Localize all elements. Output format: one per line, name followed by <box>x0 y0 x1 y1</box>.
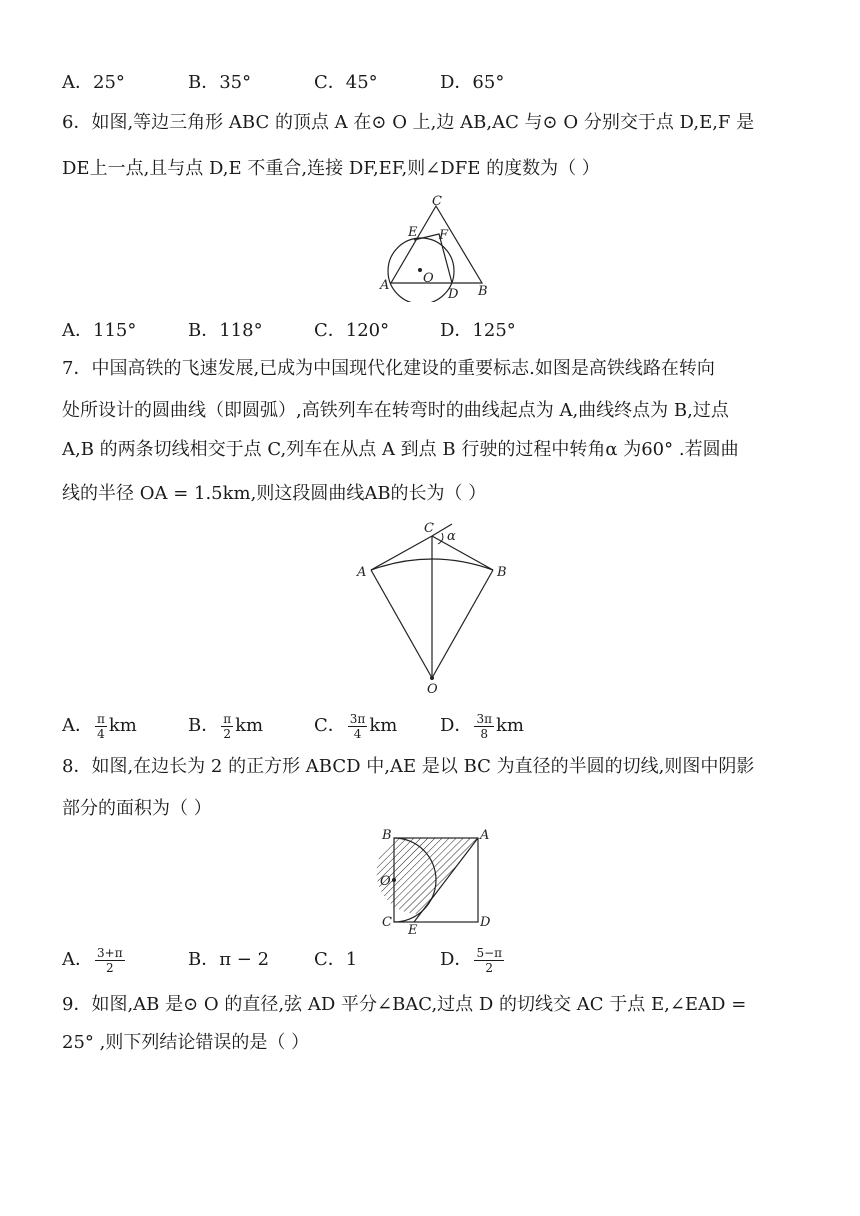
q8-option-d: D． $\frac{5-\pi}{2}$ <box>440 945 503 975</box>
q6-figure <box>372 192 512 302</box>
q9-stem-line2: 25° ,则下列结论错误的是（ ） <box>62 1032 310 1053</box>
q6-option-d: D．125° <box>440 320 516 341</box>
q8-label-c: C <box>382 915 392 930</box>
q8-label-e: E <box>408 923 418 936</box>
q8-option-b: B．π − 2 <box>188 949 270 970</box>
q8-label-d: D <box>480 915 491 930</box>
q7-label-c: C <box>424 521 434 536</box>
q7-stem-line2: 处所设计的圆曲线（即圆弧）,高铁列车在转弯时的曲线起点为 A,曲线终点为 B,过点 <box>62 400 729 421</box>
q6-triangle <box>391 206 482 283</box>
q6-label-a: A <box>380 278 390 293</box>
q6-option-c: C．120° <box>314 320 390 341</box>
q6-label-o: O <box>423 271 434 286</box>
q5-option-c: C．45° <box>314 72 378 93</box>
q7-option-c: C． $\frac{3\pi}{4}$ km <box>314 711 398 741</box>
q7-stem-line1: 7．中国高铁的飞速发展,已成为中国现代化建设的重要标志.如图是高铁线路在转向 <box>62 358 715 379</box>
q6-label-c: C <box>432 194 442 209</box>
q7-figure <box>352 518 522 698</box>
q7-center-dot <box>430 676 434 680</box>
q7-tangent-ac <box>371 536 432 570</box>
q6-label-e: E <box>408 225 418 240</box>
q6-label-d: D <box>448 287 459 302</box>
q8-label-a: A <box>480 828 490 843</box>
q8-center-dot <box>392 878 396 882</box>
q8-label-b: B <box>382 828 392 843</box>
q8-shaded-region <box>377 838 478 914</box>
q6-stem-line2: DE上一点,且与点 D,E 不重合,连接 DF,EF,则∠DFE 的度数为（ ） <box>62 158 600 179</box>
q6-label-f: F <box>439 228 449 243</box>
q8-figure <box>376 826 506 936</box>
q7-stem-line3: A,B 的两条切线相交于点 C,列车在从点 A 到点 B 行驶的过程中转角α 为60° .若圆曲 <box>62 439 739 460</box>
q5-option-a: A．25° <box>62 72 125 93</box>
q7-stem-line4: 线的半径 OA = 1.5km,则这段圆曲线AB的长为（ ） <box>62 483 487 504</box>
q8-option-a: A． $\frac{3+\pi}{2}$ <box>62 945 123 975</box>
q7-label-a: A <box>357 565 367 580</box>
q7-option-b: B． $\frac{\pi}{2}$ km <box>188 711 264 741</box>
q7-label-o: O <box>427 682 438 697</box>
q7-radius-oa <box>371 570 432 678</box>
q5-option-b: B．35° <box>188 72 252 93</box>
q8-label-o: O <box>380 874 391 889</box>
q8-stem-line1: 8．如图,在边长为 2 的正方形 ABCD 中,AE 是以 BC 为直径的半圆的切线,则图中阴影 <box>62 756 755 777</box>
q6-option-b: B．118° <box>188 320 263 341</box>
q7-option-d: D． $\frac{3\pi}{8}$ km <box>440 711 524 741</box>
q9-stem-line1: 9．如图,AB 是⊙ O 的直径,弦 AD 平分∠BAC,过点 D 的切线交 AC 于点 E,∠EAD = <box>62 994 747 1015</box>
q5-option-d: D．65° <box>440 72 505 93</box>
q6-option-a: A．115° <box>62 320 137 341</box>
q7-label-alpha: α <box>447 529 456 544</box>
q8-stem-line2: 部分的面积为（ ） <box>62 798 212 819</box>
q7-option-a: A． $\frac{\pi}{4}$ km <box>62 711 137 741</box>
q7-label-b: B <box>497 565 507 580</box>
q6-stem-line1: 6．如图,等边三角形 ABC 的顶点 A 在⊙ O 上,边 AB,AC 与⊙ O 分别交于点 D,E,F 是 <box>62 112 755 133</box>
q6-label-b: B <box>478 284 488 299</box>
q6-center-dot <box>418 268 422 272</box>
q8-option-c: C．1 <box>314 949 358 970</box>
q7-radius-ob <box>432 570 493 678</box>
